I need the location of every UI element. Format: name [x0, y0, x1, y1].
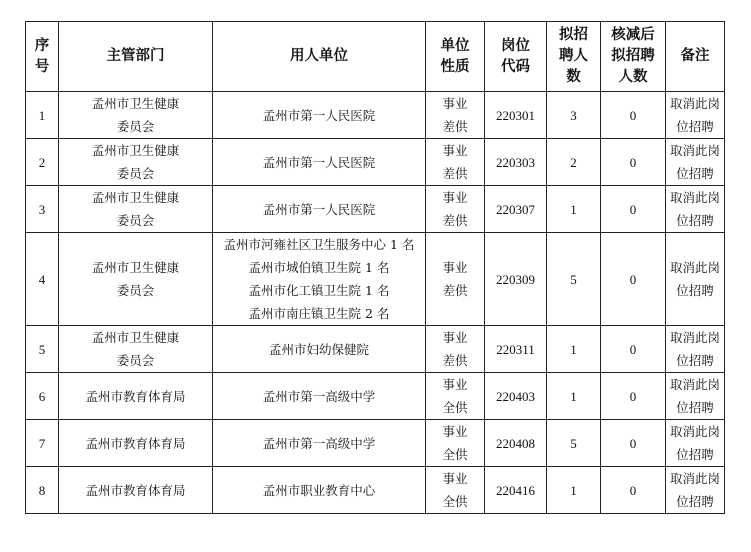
table-row: [26, 373, 725, 420]
cell-planned: 5: [547, 233, 601, 326]
cell-nature: 事业 差供: [426, 92, 485, 139]
cell-code: 220403: [485, 373, 547, 420]
header-planned: 拟招 聘人 数: [547, 22, 601, 92]
cell-dept: 孟州市卫生健康 委员会: [59, 92, 213, 139]
cell-nature: 事业 差供: [426, 139, 485, 186]
table-row: [26, 467, 725, 514]
cell-adjusted: 0: [601, 139, 666, 186]
cell-dept: 孟州市卫生健康 委员会: [59, 186, 213, 233]
header-nature: 单位 性质: [426, 22, 485, 92]
cell-dept: 孟州市卫生健康 委员会: [59, 326, 213, 373]
cell-unit: 孟州市河雍社区卫生服务中心 1 名 孟州市城伯镇卫生院 1 名 孟州市化工镇卫生院 1 名 孟州市南庄镇卫生院 2 名: [213, 233, 426, 326]
cell-remark: 取消此岗 位招聘: [666, 92, 725, 139]
cell-remark: 取消此岗 位招聘: [666, 139, 725, 186]
cell-unit: 孟州市第一人民医院: [213, 139, 426, 186]
cell-adjusted: 0: [601, 233, 666, 326]
cell-planned: 3: [547, 92, 601, 139]
table-row: [26, 420, 725, 467]
cell-dept: 孟州市教育体育局: [59, 420, 213, 467]
cell-nature: 事业 差供: [426, 326, 485, 373]
header-remark: 备注: [666, 22, 725, 92]
cell-code: 220311: [485, 326, 547, 373]
cell-seq: 7: [26, 420, 59, 467]
cell-seq: 8: [26, 467, 59, 514]
cell-dept: 孟州市教育体育局: [59, 467, 213, 514]
cell-remark: 取消此岗 位招聘: [666, 233, 725, 326]
cell-planned: 1: [547, 186, 601, 233]
cell-code: 220309: [485, 233, 547, 326]
header-unit: 用人单位: [213, 22, 426, 92]
cell-seq: 4: [26, 233, 59, 326]
cell-unit: 孟州市第一人民医院: [213, 186, 426, 233]
cell-remark: 取消此岗 位招聘: [666, 373, 725, 420]
header-seq: 序 号: [26, 22, 59, 92]
cell-adjusted: 0: [601, 326, 666, 373]
cell-adjusted: 0: [601, 92, 666, 139]
recruitment-table: [25, 21, 725, 514]
cell-remark: 取消此岗 位招聘: [666, 467, 725, 514]
cell-nature: 事业 差供: [426, 233, 485, 326]
cell-code: 220408: [485, 420, 547, 467]
cell-seq: 6: [26, 373, 59, 420]
table-row: [26, 92, 725, 139]
cell-adjusted: 0: [601, 373, 666, 420]
cell-adjusted: 0: [601, 467, 666, 514]
cell-dept: 孟州市卫生健康 委员会: [59, 233, 213, 326]
cell-planned: 1: [547, 467, 601, 514]
header-dept: 主管部门: [59, 22, 213, 92]
header-code: 岗位 代码: [485, 22, 547, 92]
cell-unit: 孟州市第一高级中学: [213, 420, 426, 467]
cell-dept: 孟州市卫生健康 委员会: [59, 139, 213, 186]
cell-remark: 取消此岗 位招聘: [666, 420, 725, 467]
cell-planned: 5: [547, 420, 601, 467]
cell-planned: 2: [547, 139, 601, 186]
cell-code: 220301: [485, 92, 547, 139]
table-row: [26, 233, 725, 326]
header-row: [26, 22, 725, 92]
cell-code: 220303: [485, 139, 547, 186]
cell-seq: 2: [26, 139, 59, 186]
cell-unit: 孟州市第一高级中学: [213, 373, 426, 420]
cell-code: 220307: [485, 186, 547, 233]
cell-remark: 取消此岗 位招聘: [666, 186, 725, 233]
cell-dept: 孟州市教育体育局: [59, 373, 213, 420]
cell-adjusted: 0: [601, 186, 666, 233]
cell-planned: 1: [547, 326, 601, 373]
cell-nature: 事业 全供: [426, 373, 485, 420]
cell-unit: 孟州市职业教育中心: [213, 467, 426, 514]
cell-adjusted: 0: [601, 420, 666, 467]
cell-remark: 取消此岗 位招聘: [666, 326, 725, 373]
cell-planned: 1: [547, 373, 601, 420]
cell-nature: 事业 全供: [426, 420, 485, 467]
cell-nature: 事业 差供: [426, 186, 485, 233]
table-row: [26, 139, 725, 186]
header-adjusted: 核减后 拟招聘 人数: [601, 22, 666, 92]
cell-seq: 3: [26, 186, 59, 233]
table-row: [26, 326, 725, 373]
cell-seq: 5: [26, 326, 59, 373]
cell-code: 220416: [485, 467, 547, 514]
table-body: [26, 92, 725, 514]
table-row: [26, 186, 725, 233]
cell-nature: 事业 全供: [426, 467, 485, 514]
cell-unit: 孟州市第一人民医院: [213, 92, 426, 139]
cell-unit: 孟州市妇幼保健院: [213, 326, 426, 373]
cell-seq: 1: [26, 92, 59, 139]
